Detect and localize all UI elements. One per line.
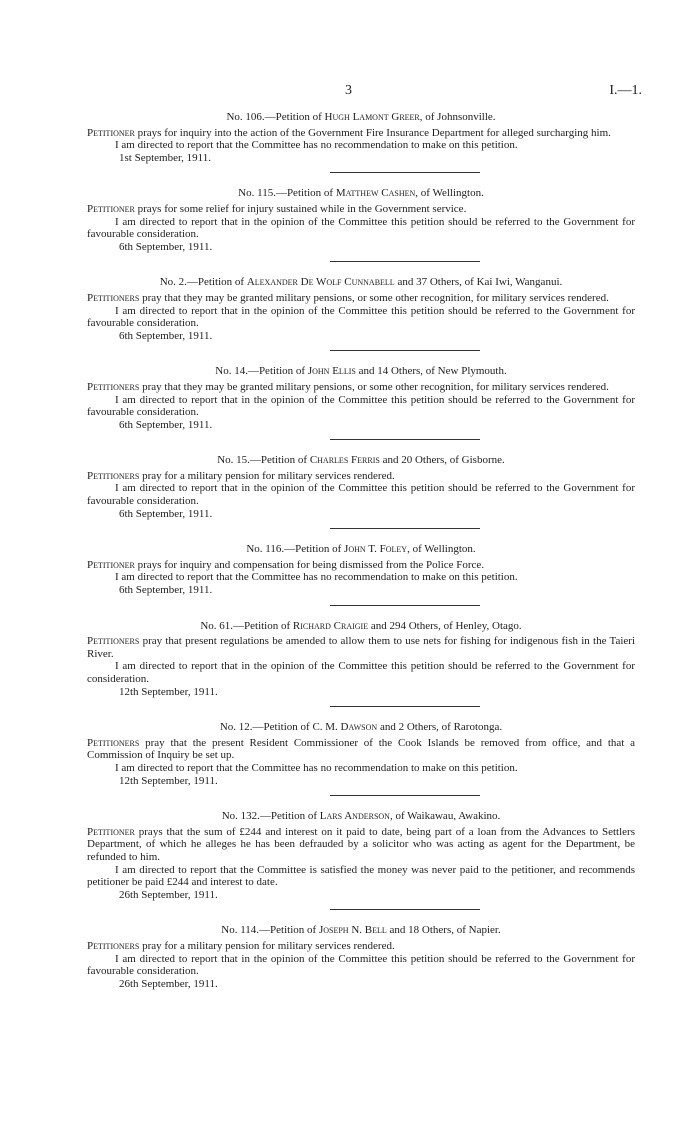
petition-number: No. 106.—Petition of — [226, 111, 325, 123]
petitioner-name: Richard Craigie — [292, 619, 369, 632]
petition-heading — [87, 276, 635, 289]
section-divider — [330, 172, 480, 173]
petition-number: No. 61.—Petition of — [200, 619, 293, 632]
report-date: 6th September, 1911. — [119, 584, 213, 597]
committee-report: I am directed to report that the Committee has no recommendation to make on this petition. — [115, 571, 518, 584]
petitioner-name: C. M. Dawson — [312, 721, 378, 734]
petition-entry — [87, 543, 635, 596]
petition-entry — [87, 620, 635, 699]
petition-origin: , of Wellington. — [407, 543, 476, 556]
petition-prayer — [87, 635, 635, 660]
petition-heading — [87, 111, 635, 124]
committee-report: I am directed to report that in the opinion of the Committee this petition should be referred to the Government for favourable consideration. — [87, 215, 635, 241]
petition-origin: , of Johnsonville. — [419, 111, 496, 123]
prayer-lead: Petitioners — [87, 736, 140, 749]
prayer-lead: Petitioners — [87, 380, 140, 393]
petitioner-name: Joseph N. Bell — [318, 924, 387, 937]
petition-heading — [87, 365, 635, 378]
petition-origin: and 14 Others, of New Plymouth. — [355, 365, 507, 378]
petition-heading — [87, 187, 635, 200]
petition-prayer — [87, 292, 635, 305]
prayer-text: prays for some relief for injury sustained while in the Government service. — [134, 202, 467, 215]
prayer-text: prays that the sum of £244 and interest on it paid to date, being part of a loan from the Advances to Settlers Department, of which he alleges he has been defrauded by a solicitor who was acting as agent for the Department, be refunded to him. — [87, 825, 635, 863]
committee-report: I am directed to report that in the opinion of the Committee this petition should be referred to the Government for favourable consideration. — [87, 304, 635, 330]
petitioner-name: Hugh Lamont Greer — [324, 111, 420, 123]
petition-heading — [87, 810, 635, 823]
prayer-lead: Petitioners — [87, 939, 140, 952]
section-divider — [330, 706, 480, 707]
page-number: 3 — [345, 83, 352, 98]
petition-number: No. 114.—Petition of — [221, 924, 319, 937]
committee-report: I am directed to report that in the opinion of the Committee this petition should be referred to the Government for consideration. — [87, 660, 635, 685]
petitioner-name: Lars Anderson — [319, 810, 390, 823]
section-divider — [330, 528, 480, 529]
report-date: 1st September, 1911. — [119, 151, 212, 164]
petition-origin: and 20 Others, of Gisborne. — [379, 454, 505, 467]
report-date: 6th September, 1911. — [119, 329, 213, 342]
petition-heading — [87, 924, 635, 937]
petition-number: No. 14.—Petition of — [215, 365, 308, 378]
petitioner-name: Matthew Cashen — [335, 187, 416, 200]
prayer-text: pray that they may be granted military pensions, or some other recognition, for military services rendered. — [139, 380, 609, 393]
prayer-text: pray for a military pension for military services rendered. — [139, 469, 395, 482]
committee-report: I am directed to report that in the opinion of the Committee this petition should be referred to the Government for favourable consideration. — [87, 482, 635, 508]
prayer-text: pray for a military pension for military services rendered. — [139, 939, 395, 952]
petition-prayer — [87, 470, 635, 483]
petition-prayer — [87, 826, 635, 864]
petition-prayer — [87, 203, 635, 216]
petition-heading — [87, 721, 635, 734]
petition-number: No. 132.—Petition of — [221, 810, 320, 823]
petition-number: No. 12.—Petition of — [219, 721, 313, 734]
report-date: 26th September, 1911. — [119, 977, 218, 990]
committee-report: I am directed to report that in the opinion of the Committee this petition should be referred to the Government for favourable consideration. — [87, 952, 635, 978]
petition-heading — [87, 543, 635, 556]
section-divider — [330, 909, 480, 910]
petition-prayer — [87, 559, 635, 572]
committee-report: I am directed to report that the Committee is satisfied the money was never paid to the petitioner, and recommends petitioner be paid £244 and interest to date. — [87, 863, 635, 889]
report-date: 6th September, 1911. — [119, 507, 213, 520]
petition-entry — [87, 810, 635, 901]
prayer-lead: Petitioner — [87, 202, 135, 215]
prayer-lead: Petitioners — [87, 291, 140, 304]
petition-origin: , of Waikawau, Awakino. — [389, 810, 501, 823]
report-date: 6th September, 1911. — [119, 418, 213, 431]
petitioner-name: John Ellis — [307, 365, 356, 378]
petitioner-name: Charles Ferris — [309, 454, 380, 467]
report-date: 26th September, 1911. — [119, 888, 218, 901]
prayer-lead: Petitioner — [87, 126, 135, 139]
petition-origin: , of Wellington. — [415, 187, 484, 200]
report-date: 6th September, 1911. — [119, 240, 213, 253]
petition-entry — [87, 276, 635, 342]
petition-entry — [87, 721, 635, 787]
petition-entry — [87, 111, 635, 164]
petition-entry — [87, 365, 635, 431]
prayer-text: prays for inquiry and compensation for being dismissed from the Police Force. — [134, 558, 485, 571]
petition-number: No. 116.—Petition of — [246, 543, 345, 556]
committee-report: I am directed to report that the Committee has no recommendation to make on this petition. — [115, 761, 518, 774]
petition-entry — [87, 454, 635, 520]
section-divider — [330, 261, 480, 262]
prayer-lead: Petitioner — [87, 558, 135, 571]
petition-prayer — [87, 737, 635, 762]
petition-entry — [87, 924, 635, 990]
prayer-lead: Petitioner — [87, 825, 135, 838]
petition-origin: and 37 Others, of Kai Iwi, Wanganui. — [394, 276, 563, 289]
parliamentary-paper-reference: I.—1. — [609, 83, 642, 98]
section-divider — [330, 605, 480, 606]
petition-origin: and 294 Others, of Henley, Otago. — [368, 619, 522, 632]
petition-number: No. 115.—Petition of — [238, 187, 336, 200]
prayer-text: pray that the present Resident Commissioner of the Cook Islands be removed from office, and that a Commission of Inquiry be set up. — [87, 736, 635, 762]
petition-heading — [87, 620, 635, 633]
petition-origin: and 2 Others, of Rarotonga. — [377, 721, 503, 734]
petition-number: No. 15.—Petition of — [217, 454, 310, 467]
petition-heading — [87, 454, 635, 467]
petition-prayer — [87, 940, 635, 953]
petitioner-name: John T. Foley — [344, 543, 408, 556]
petition-entry — [87, 187, 635, 253]
section-divider — [330, 795, 480, 796]
section-divider — [330, 350, 480, 351]
report-date: 12th September, 1911. — [119, 685, 218, 698]
petition-origin: and 18 Others, of Napier. — [386, 924, 501, 937]
petition-prayer — [87, 127, 635, 140]
report-date: 12th September, 1911. — [119, 774, 218, 787]
petition-prayer — [87, 381, 635, 394]
committee-report: I am directed to report that the Committee has no recommendation to make on this petition. — [115, 139, 518, 152]
committee-report: I am directed to report that in the opinion of the Committee this petition should be referred to the Government for favourable consideration. — [87, 393, 635, 419]
petition-number: No. 2.—Petition of — [159, 276, 247, 289]
prayer-text: prays for inquiry into the action of the Government Fire Insurance Department for alleged surcharging him. — [134, 126, 611, 139]
prayer-lead: Petitioners — [87, 635, 140, 648]
petitions-report-body — [87, 111, 635, 990]
petitioner-name: Alexander De Wolf Cunnabell — [246, 276, 395, 289]
section-divider — [330, 439, 480, 440]
prayer-text: pray that they may be granted military pensions, or some other recognition, for military services rendered. — [139, 291, 609, 304]
prayer-text: pray that present regulations be amended to allow them to use nets for fishing for indigenous fish in the Taieri River. — [87, 635, 635, 660]
prayer-lead: Petitioners — [87, 469, 140, 482]
